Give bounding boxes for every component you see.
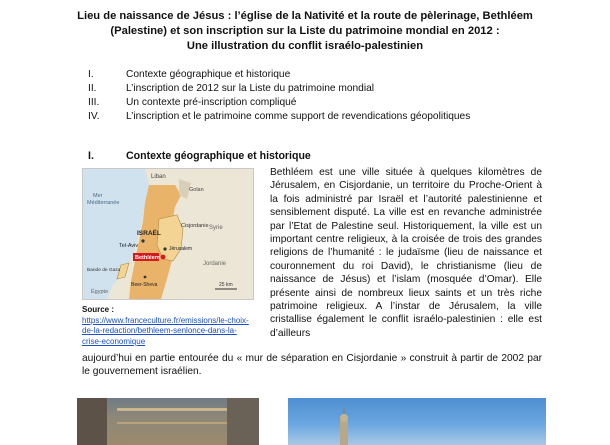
label-beersheva: Beer-Sheva — [131, 282, 158, 288]
label-jerusalem: Jérusalem — [169, 246, 193, 252]
section-title: Contexte géographique et historique — [126, 150, 311, 162]
region-map — [82, 168, 254, 300]
label-syrie: Syrie — [209, 225, 223, 231]
section-heading — [88, 150, 311, 162]
toc-number: III. — [88, 97, 100, 108]
street-photo-svg — [77, 398, 259, 445]
tower-photo-svg — [288, 398, 546, 445]
building-right — [227, 398, 259, 445]
table-of-contents — [88, 68, 568, 124]
source-link[interactable]: https://www.franceculture.fr/emissions/le-choix-de-la-redaction/bethleem-senlonce-dans-la-crise-economique — [82, 315, 249, 346]
toc-label: L’inscription et le patrimoine comme support de revendications géopolitiques — [126, 111, 471, 122]
toc-label: Contexte géographique et historique — [126, 69, 291, 80]
map-source — [82, 305, 252, 347]
label-egypte: Égypte — [91, 289, 109, 295]
label-golan: Golan — [189, 187, 204, 193]
map-svg — [83, 169, 253, 299]
toc-item — [88, 68, 568, 82]
label-telaviv: Tel-Aviv — [119, 243, 139, 249]
label-gaza: Bande de Gaza — [87, 268, 121, 273]
document-title — [40, 9, 570, 54]
toc-item — [88, 96, 568, 110]
telaviv-dot — [141, 239, 144, 242]
toc-number: II. — [88, 83, 97, 94]
street-decoration — [117, 422, 227, 424]
toc-item — [88, 82, 568, 96]
label-cisjordanie: Cisjordanie — [181, 223, 209, 229]
beersheva-dot — [144, 276, 147, 279]
tower-top — [340, 414, 348, 422]
toc-label: Un contexte pré-inscription compliqué — [126, 97, 297, 108]
paragraph-1-continued: aujourd’hui en partie entourée du « mur de séparation en Cisjordanie » construit à partir de 2002 par le gouvernement israélien. — [82, 353, 542, 378]
label-israel: ISRAËL — [137, 230, 161, 237]
section-number: I. — [88, 150, 94, 162]
bethleem-street-photo — [77, 398, 259, 445]
paragraph-1: Bethléem est une ville située à quelques kilomètres de Jérusalem, en Cisjordanie, un territoire du Proche-Orient à la fois administré par Israël et l’autorité palestinienne et sensiblement disputé. La ville est en revanche administrée par l’Etat de Palestine seul. Historiquement, la ville est un important centre religieux, à la croisée de trois des grandes religions de l’humanité : le judaïsme (lieu de naissance et couronnement du roi David), le christianisme (lieu de naissance de Jésus) et l’islam (mosquée d’Omar). Elle présente ainsi de nombreux lieux saints et un très riche patrimoine religieux. A l’instar de Jérusalem, la ville cristallise également le conflit israélo-palestinien : elle est d’ailleurs — [270, 167, 542, 339]
toc-label: L’inscription de 2012 sur la Liste du patrimoine mondial — [126, 83, 375, 94]
title-line-3: Une illustration du conflit israélo-palestinien — [186, 40, 424, 52]
label-jordanie: Jordanie — [203, 261, 227, 267]
label-mer: Mer Méditerranée — [87, 193, 120, 206]
label-bethleem: Bethléem — [135, 255, 160, 261]
tower-body — [340, 420, 348, 445]
toc-number: IV. — [88, 111, 100, 122]
toc-number: I. — [88, 69, 94, 80]
title-line-2: (Palestine) et son inscription sur la Liste du patrimoine mondial en 2012 : — [110, 25, 500, 37]
street-decoration — [117, 408, 227, 411]
source-label: Source : — [82, 305, 115, 314]
building-left — [77, 398, 107, 445]
label-scale: 25 km — [219, 282, 233, 288]
bethleem-marker — [161, 255, 166, 260]
title-line-1: Lieu de naissance de Jésus : l’église de la Nativité et la route de pèlerinage, Bethléem — [77, 10, 533, 22]
label-liban: Liban — [151, 174, 166, 180]
toc-item — [88, 110, 568, 124]
church-tower-photo — [288, 398, 546, 445]
jerusalem-dot — [163, 247, 166, 250]
